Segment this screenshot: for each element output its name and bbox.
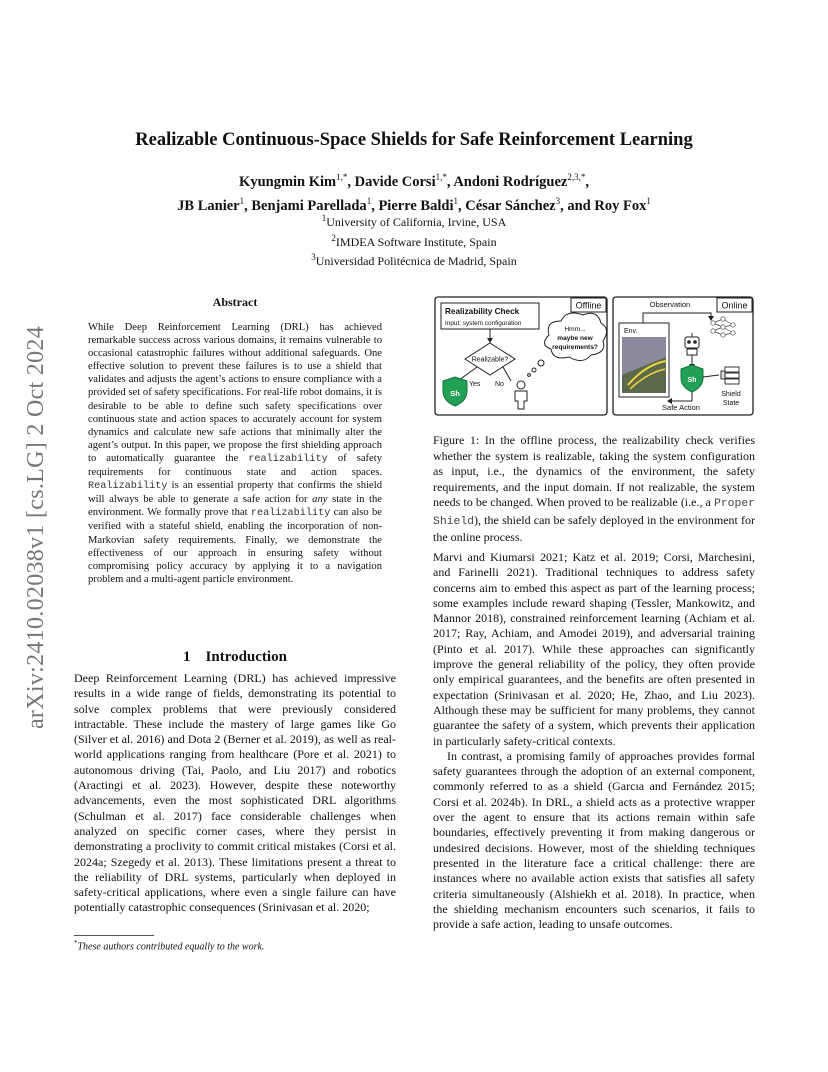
author-name: Davide Corsi bbox=[354, 173, 436, 190]
affiliation bbox=[60, 231, 768, 251]
thought-line-2: maybe new bbox=[557, 335, 593, 342]
author-affiliation-mark: 2,3,* bbox=[567, 172, 586, 182]
shield-state-line-1: Shield bbox=[721, 391, 741, 398]
environment-label: Env. bbox=[624, 328, 638, 335]
author-affiliation-mark: 1 bbox=[239, 195, 245, 206]
affiliation-text: University of California, Irvine, USA bbox=[326, 215, 507, 229]
abstract-code-term: realizability bbox=[250, 508, 331, 520]
abstract-text: While Deep Reinforcement Learning (DRL) has achieved remarkable success across various domains, it remains vulnerable to occasional catastrophic failures without additional safeguards. One effective solution to prevent these failures is to use a shield that validates and adjusts the agent’s actions to ensure compliance with a provided set of safety specifications. For real-life robot domains, it is desirable to be able to define such safety specifications over continuous state and action spaces to accurately account for system dynamics and calculate new safe actions that minimally alter the agent’s output. In this paper, we propose the first shielding approach to automatically guarantee the bbox=[88, 322, 382, 464]
shield-state-line-2: State bbox=[722, 400, 740, 407]
affiliation-text: IMDEA Software Institute, Spain bbox=[335, 234, 497, 249]
thought-line-1: Hmm... bbox=[564, 326, 586, 333]
caption-text: ), the shield can be safely deployed in the environment for the online process. bbox=[433, 512, 755, 544]
footnote-divider bbox=[74, 935, 154, 936]
author-name: Pierre Baldi bbox=[378, 197, 454, 214]
author-affiliation-mark: 1,* bbox=[435, 172, 447, 182]
figure-1-diagram bbox=[433, 295, 755, 417]
offline-tag: Offline bbox=[575, 300, 602, 311]
footnote bbox=[74, 939, 396, 952]
safe-action-label: Safe Action bbox=[662, 403, 700, 412]
observation-label: Observation bbox=[649, 300, 691, 309]
arxiv-id-text: arXiv:2410.02038v1 [cs.LG] 2 Oct 2024 bbox=[23, 325, 50, 729]
paragraph: Deep Reinforcement Learning (DRL) has achieved impressive results in a wide range of fields, demonstrating its potential to solve complex problems that were previously considered intractable. These include the mastery of large games like Go (Silver et al. 2016) and Dota 2 (Berner et al. 2019), as well as real-world applications ranging from healthcare (Pore et al. 2021) to autonomous driving (Tai, Paolo, and Liu 2017) and robotics (Aractingi et al. 2023). However, despite these noteworthy advancements, even the most sophisticated DRL algorithms (Schulman et al. 2017) face considerable challenges when analyzed on specific corner cases, where they persist in demonstrating a proclivity to commit critical mistakes (Corsi et al. 2024a; Szegedy et al. 2013). These limitations present a threat to the reliability of DRL systems, particularly when deployed in safety-critical applications, where even a single failure can have potentially catastrophic consequences (Srinivasan et al. 2020; bbox=[74, 671, 396, 915]
author-affiliation-mark: 3 bbox=[555, 195, 561, 206]
realizability-check-input: Input: system configuration bbox=[445, 320, 522, 327]
no-label: No bbox=[495, 381, 504, 388]
yes-label: Yes bbox=[469, 381, 481, 388]
author-name: César Sánchez bbox=[465, 197, 556, 214]
author-name: JB Lanier bbox=[177, 197, 240, 214]
online-shield-label: Sh bbox=[687, 377, 697, 384]
affiliation-mark: 3 bbox=[311, 252, 316, 262]
affiliation-list bbox=[60, 211, 768, 270]
affiliation bbox=[60, 211, 768, 231]
author-name: Andoni Rodríguez bbox=[453, 173, 568, 190]
arxiv-identifier bbox=[16, 297, 58, 757]
abstract-text: can also be verified with a stateful shield, enabling the incorporation of non-Markovian safety requirements. Finally, we demonstrate the effectiveness of our approach in ensuring safety without compromising policy accuracy by applying it to a navigation problem and a multi-agent particle environment. bbox=[88, 507, 382, 585]
author-affiliation-mark: 1 bbox=[453, 195, 458, 206]
abstract-text: is an essential property that confirms the shield will always be able to generate a safe action for bbox=[88, 480, 382, 506]
author-line-1: Kyungmin Kim$^{1,*}$, Davide Corsi$^{1,*}$, Andoni Rodríguez$^{2,3,*}$, bbox=[239, 172, 589, 190]
abstract-emphasis: any bbox=[312, 494, 328, 506]
abstract-text: state in the environment. We formally prove that bbox=[88, 494, 382, 519]
caption-text: Figure 1: In the offline process, the realizability check verifies whether the system is realizable, taking the system configuration as input, i.e., the dynamics of the environment, the safety requirements, and the input domain. If not realizable, the system needs to be changed. When proved to be realizable (i.e., a bbox=[433, 433, 755, 509]
footnote-text: These authors contributed equally to the work. bbox=[77, 941, 265, 953]
online-tag: Online bbox=[721, 300, 748, 311]
abstract-text: of safety requirements for continuous state and action spaces. bbox=[88, 452, 382, 479]
affiliation bbox=[60, 250, 768, 270]
author-line-2: JB Lanier$^1$, Benjami Parellada$^1$, Pierre Baldi$^1$, César Sánchez$^3$, and Roy Fox$^1$ bbox=[177, 195, 651, 214]
author-name: Roy Fox bbox=[594, 197, 647, 214]
caption-code-term: Proper Shield bbox=[433, 498, 755, 528]
right-column-body bbox=[433, 550, 755, 932]
paragraph: In contrast, a promising family of approaches provides formal safety guarantees through the adoption of an external component, commonly referred to as a shield (Garcıa and Fernández 2015; Corsi et al. 2024b). In DRL, a shield acts as a protective wrapper over the agent to ensure that its actions remain within safe boundaries, effectively preventing it from making dangerous or undesired decisions. However, most of the shielding techniques presented in the literature face a critical challenge: there are instances where no available action exists that satisfies all safety criteria simultaneously (Alshiekh et al. 2018). In practice, when the shielding mechanism encounters such scenarios, it fails to provide a safe action, leading to unsafe outcomes. bbox=[433, 748, 755, 932]
decision-label: Realizable? bbox=[471, 356, 509, 364]
affiliation-mark: 1 bbox=[321, 213, 327, 223]
paper-title: Realizable Continuous-Space Shields for Safe Reinforcement Learning bbox=[135, 130, 693, 150]
abstract-heading: Abstract bbox=[212, 295, 258, 309]
section-heading-introduction: 1 Introduction bbox=[183, 649, 287, 665]
abstract-code-term: Realizability bbox=[88, 481, 168, 493]
affiliation-mark: 2 bbox=[331, 232, 336, 243]
footnote-mark: * bbox=[74, 939, 78, 947]
shield-label: Sh bbox=[450, 389, 460, 398]
author-affiliation-mark: 1,* bbox=[336, 172, 348, 182]
thought-line-3: requirements? bbox=[552, 344, 598, 351]
author-affiliation-mark: 1 bbox=[646, 195, 651, 206]
abstract-code-term: realizability bbox=[248, 453, 328, 465]
abstract-body bbox=[88, 321, 382, 586]
author-affiliation-mark: 1 bbox=[366, 195, 372, 206]
affiliation-text: Universidad Politécnica de Madrid, Spain bbox=[315, 254, 517, 268]
author-name: Kyungmin Kim bbox=[239, 173, 337, 190]
author-list bbox=[60, 168, 768, 216]
realizability-check-title: Realizability Check bbox=[445, 307, 520, 316]
author-name: Benjami Parellada bbox=[251, 197, 367, 214]
figure-1-caption bbox=[433, 433, 755, 546]
paragraph: Marvi and Kiumarsi 2021; Katz et al. 2019; Corsi, Marchesini, and Farinelli 2021). Traditional techniques to address safety concerns aim to embed this aspect as part of the learning process; some examples include reward shaping (Tessler, Mankowitz, and Mannor 2018), constrained reinforcement learning (Achiam et al. 2017; Ray, Achiam, and Amodei 2019), and adversarial training (Pinto et al. 2017). While these approaches can significantly improve the general reliability of the policy, they often provide only empirical guarantees, and the benefits are often presented in expectation (Srinivasan et al. 2020; He, Zhao, and Liu 2023). Although these may be sufficient for many problems, they cannot guarantee the safety of a system, which prevents their application in particularly safety-critical contexts. bbox=[433, 550, 755, 748]
introduction-body bbox=[74, 671, 396, 916]
